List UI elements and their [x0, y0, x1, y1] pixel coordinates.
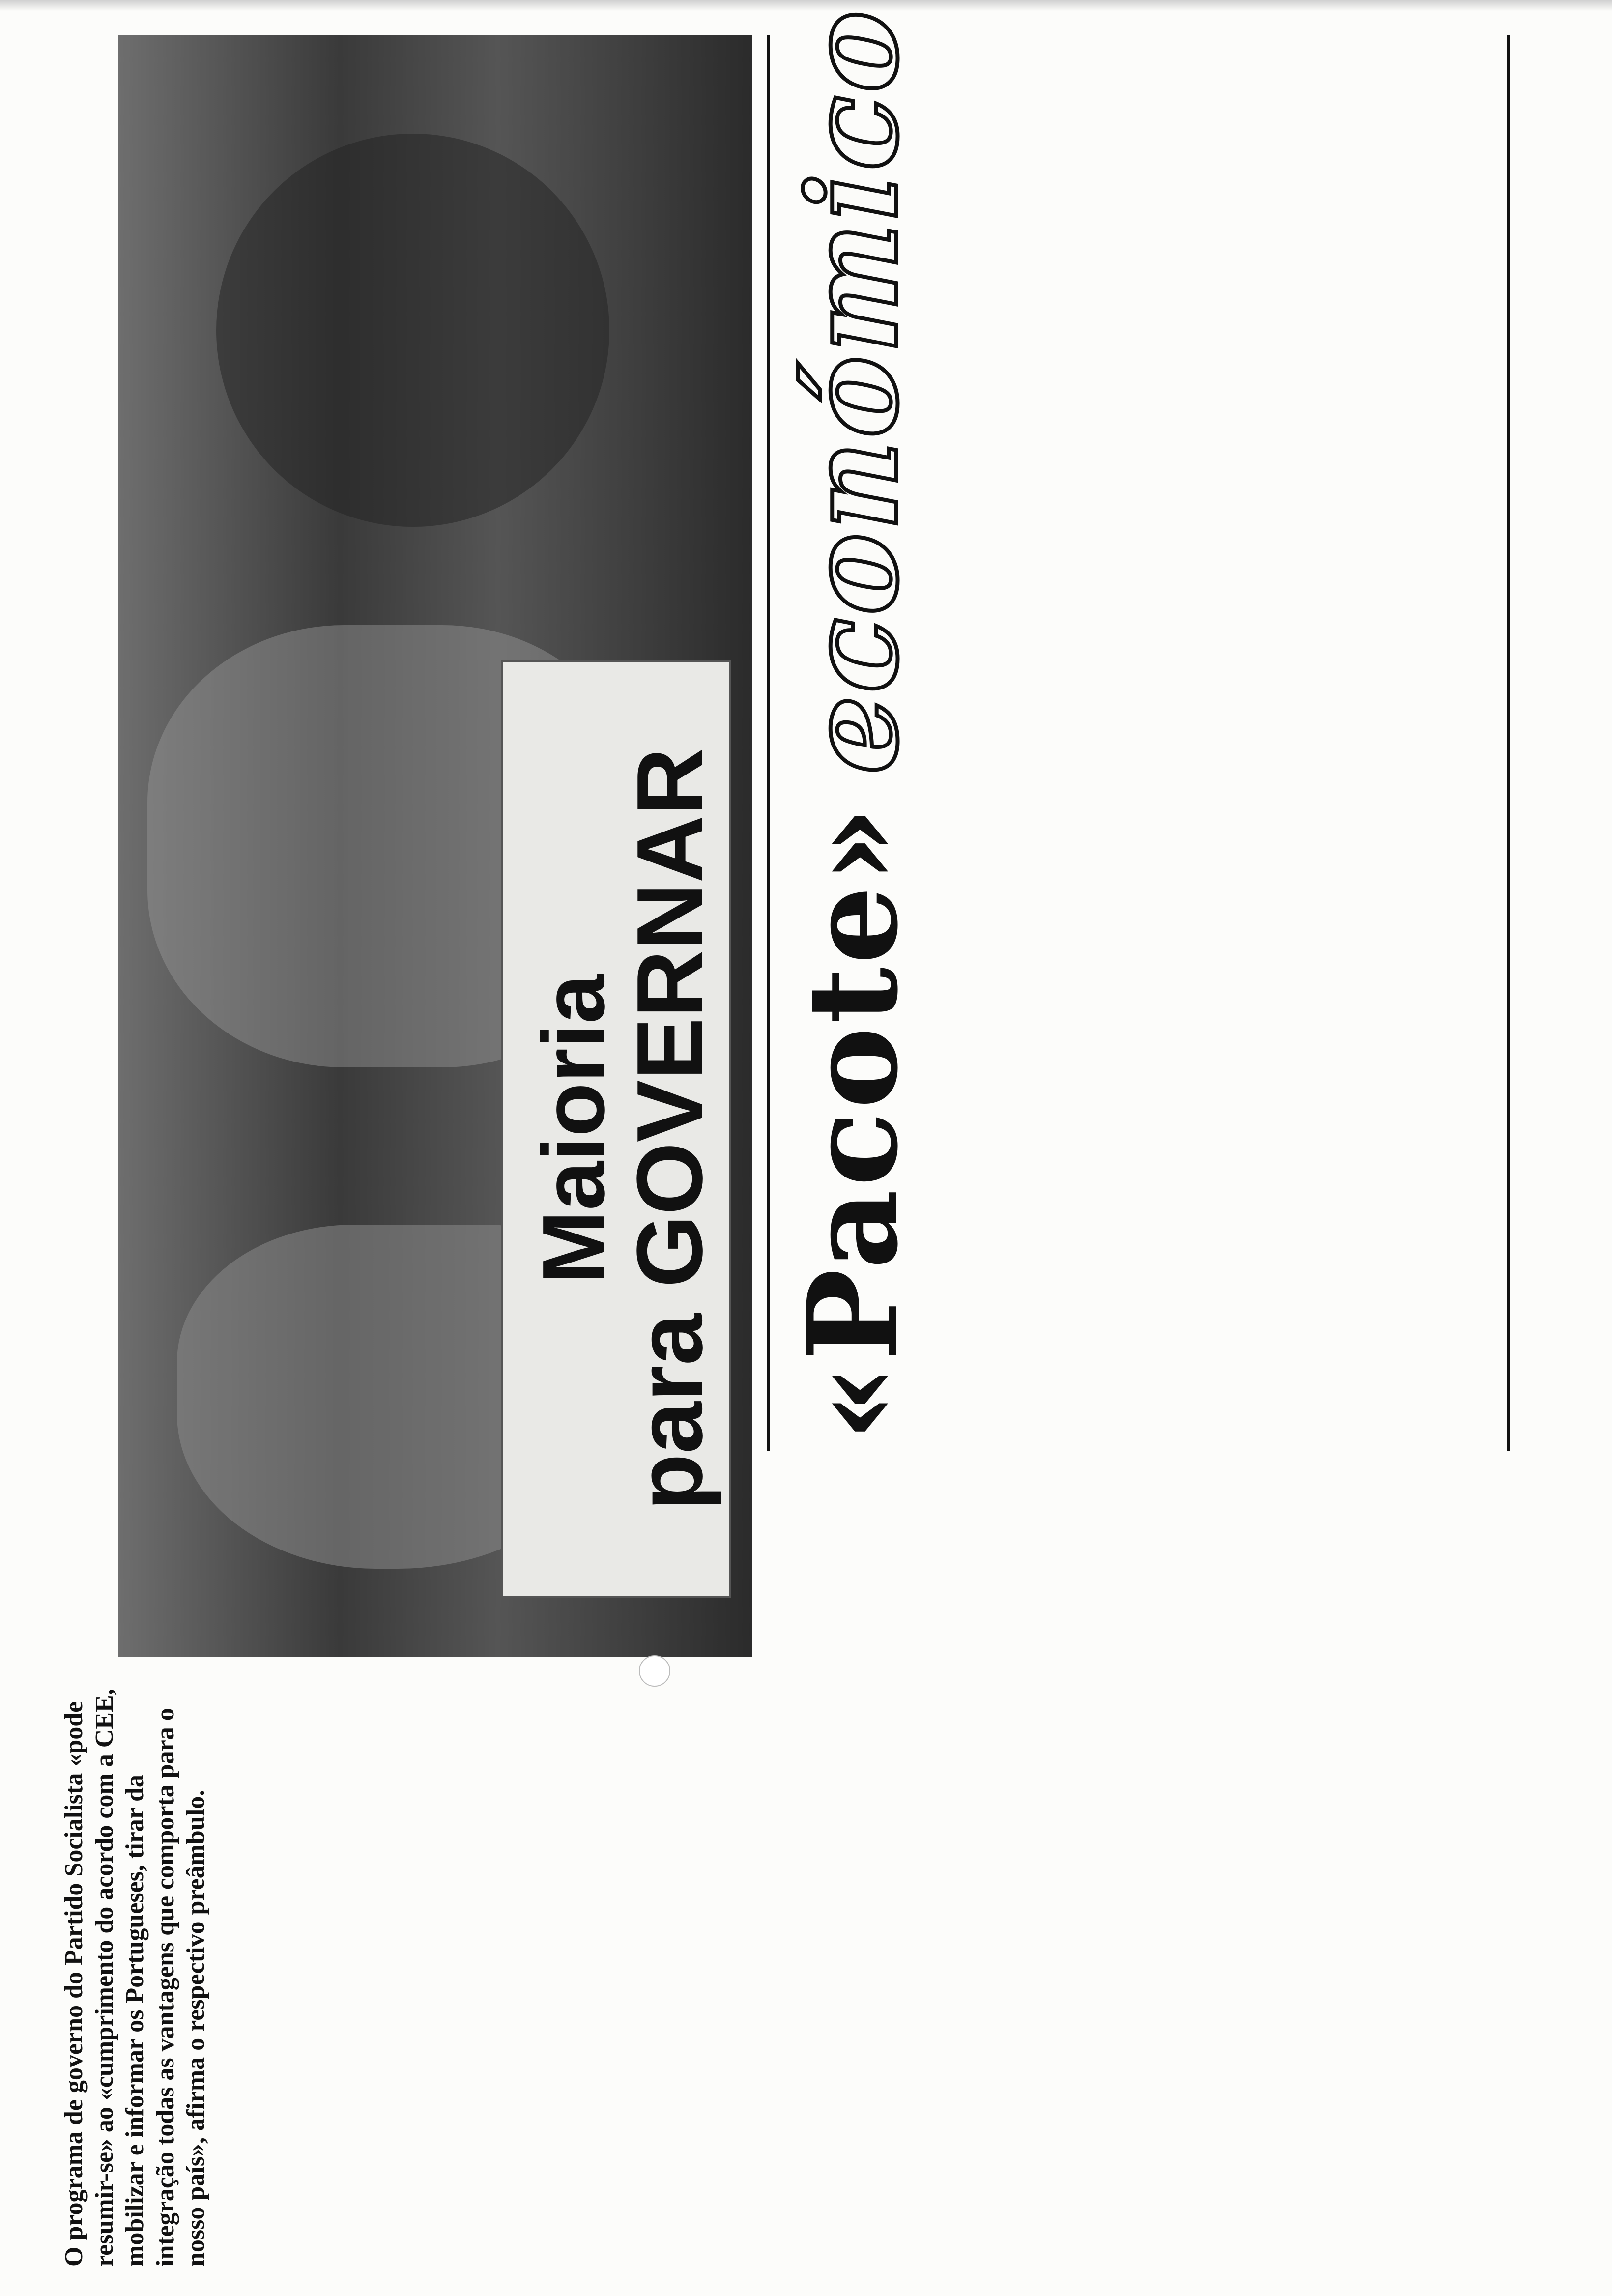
banner-line-2: para GOVERNAR: [618, 748, 722, 1511]
headline-word-2: económico: [780, 7, 925, 774]
sidebar-headline: [780, 7, 925, 1441]
punch-hole: [639, 1655, 670, 1687]
headline-word-1: «Pacote»: [780, 803, 925, 1441]
photo-banner: [501, 660, 731, 1598]
photo: [118, 35, 752, 1657]
lead-paragraph: [59, 1657, 211, 2267]
banner-line-1: Maioria: [524, 974, 623, 1285]
photo-figure-right: [216, 134, 609, 527]
lead-text: O programa de governo do Partido Socialista «pode resumir-se» ao «cumprimento do acordo com a CEE, mobilizar e informar os Portugueses, tirar da integração todas as vantagens que comporta para o nosso país», afirma o respectivo preâmbulo.: [60, 1689, 210, 2267]
